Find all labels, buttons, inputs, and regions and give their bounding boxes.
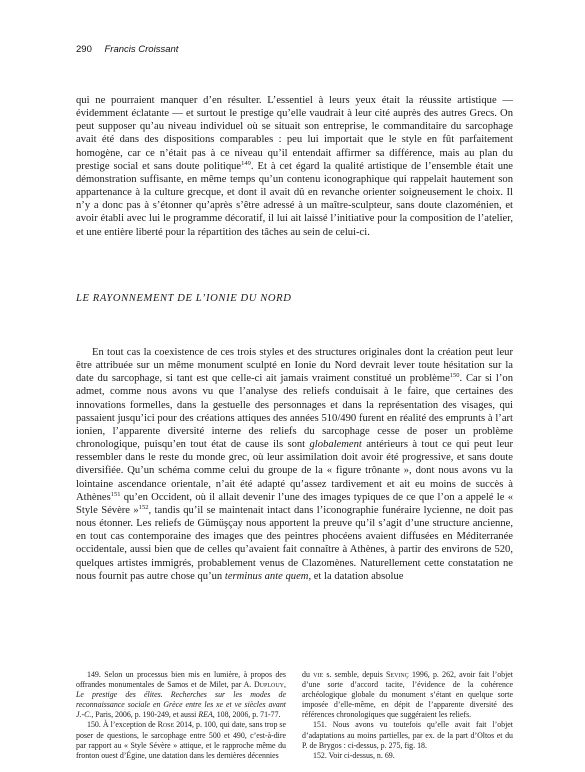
footnote-text: 1996, p. 262, avoir fait l’objet d’une sorte d’accord tacite, l’évidence de la cohérence archéologique globale du monument s’étant en quelque sorte imposée d’elle-même, en dépit de l’apparente diversité des références chronologiques que suggéraient les reliefs. [302,670,513,720]
century-numeral: vie [313,670,324,679]
footnote-ref-149[interactable]: 149 [241,159,251,167]
footnotes-left-column [76,670,286,761]
footnote-book-title: Le prestige des élites. Recherches sur les modes de reconnaissance sociale en Grèce entre les xe et ve siècles avant J.-C. [76,690,286,720]
footnote-151: 151. Nous avons vu toutefois qu’elle avait fait l’objet d’adaptations au moins partielles, par ex. de la part d’Oltos et du P. de Brygos : ci-dessus, p. 275, fig. 18. [302,720,513,750]
footnote-text: s. semble, depuis [323,670,387,679]
footnote-text: , Paris, 2006, p. 190-249, et aussi [91,710,199,720]
section-heading: LE RAYONNEMENT DE L’IONIE DU NORD [76,293,292,304]
footnote-ref-151[interactable]: 151 [110,490,121,498]
footnote-text: du [302,670,314,679]
emphasis-text: terminus ante quem [224,570,309,582]
footnote-ref-152[interactable]: 152 [138,503,149,511]
footnote-author: Duplouy [253,680,285,690]
footnote-150 [76,720,286,760]
page-number: 290 [76,44,92,55]
footnote-author: Sevinç [386,670,409,679]
text-run: En tout cas la coexistence de ces trois styles et des structures originales dont la création peut leur être attribuée sur un même monument sculpté en Ionie du Nord devrait lever toute hésitation sur la date du sarcophage, si tant est que celle-ci ait jamais vraiment constitué un problème [76,347,513,385]
text-run: , tandis qu’il se maintenait intact dans l’iconographie funéraire lycienne, ne doit pas nous étonner. Les reliefs de Gümüşçay nous apportent la preuve qu’il s’agit d’une structure ancienne, en tout cas contemporaine des images que des peintres phocéens avaient diffusées en Méditerranée occidentale, aussi bien que de celles qu’avaient fait connaître à Athènes, à partir des environs de 520, quelques artistes immigrés, probablement venus de Clazomènes. Naturellement cette constatation ne nous fournit pas autre chose qu’un [76,504,513,582]
footnote-text: , [284,680,286,690]
footnote-journal: REA [198,710,213,720]
paragraph-2 [76,346,513,583]
footnote-text: 2014, p. 100, qui date, sans trop se poser de questions, le sarcophage entre 500 et 490, c’est-à-dire par rapport au « Style Sévère » attique, et le rapproche même du fronton ouest d’Égine, une datation dans les dernières décennies [76,720,286,760]
text-run: . Et à cet égard la qualité artistique de l’ensemble était une démonstration suffisante, en même temps qu’un contenu iconographique qui rappelait hautement son appartenance à la culture grecque, et dont il avait dû en revanche orienter soigneusement le choix. Il n’y a donc pas à s’étonner qu’après s’être adressé à un maître-sculpteur, sans doute clazoménien, et avoir établi avec lui le programme décoratif, il lui ait laissé l’initiative pour la composition de l’atelier, et une entière liberté pour la répartition des tâches au sein de celui-ci. [76,160,513,238]
footnote-text: , 108, 2006, p. 71-77. [212,710,281,720]
footnote-149 [76,670,286,720]
footnote-ref-150[interactable]: 150 [449,372,460,380]
emphasis-text: globalement [309,439,362,451]
text-run: antérieurs à tout ce qui peut leur ressembler dans le reste du monde grec, où leur assimilation doit avoir été progressive, et sans doute diversifiée. Qu’un schéma comme celui du groupe de la « figure trônante », dont nous avons vu la lointaine ascendance orientale, n’ait été adapté qu’assez tardivement et ait eu moins de succès à Athènes [76,439,513,503]
footnote-author: Rose [157,720,175,730]
paragraph-1 [76,94,513,239]
running-head-author: Francis Croissant [104,44,179,55]
footnote-152: 152. Voir ci-dessus, n. 69. [313,750,395,760]
footnotes-right-column [302,670,513,761]
running-header [76,44,178,55]
text-run: qu’en Occident, où il allait devenir l’une des images typiques de ce que l’on a appelé le « Style Sévère » [76,491,513,516]
footnote-text: 149. Selon un processus bien mis en lumière, à propos des offrandes monumentales de Samos et de Milet, par A. [76,670,286,690]
text-run: , et la datation absolue [308,570,404,582]
text-run: qui ne pourraient manquer d’en résulter. L’essentiel à leurs yeux était la réussite artistique — évidemment éclatante — et surtout le prestige qu’elle vaudrait à leur cité auprès des autres Grecs. On peut supposer qu’au niveau individuel où se situait son entreprise, le commanditaire du sarcophage avait été dans des dispositions comparables : peu lui importait que le style en fût parfaitement homogène, car ce n’était pas à ce niveau qu’il entendait affirmer sa différence, mais au plan du prestige social et sans doute politique [76,95,513,172]
text-run: . Car si l’on admet, comme nous avons vu que l’analyse des reliefs conduisait à le faire, que certaines des innovations formelles, dans la gestuelle des personnages et dans la représentation des visages, qui passaient jusqu’ici pour des créations attiques des années 510/490 furent en réalité des emprunts à l’art ionien, l’apparente diversité interne des reliefs du sarcophage cesse de poser un problème chronologique, puisqu’en tout état de cause ils sont [76,373,513,451]
footnote-150-continued [302,670,513,720]
footnote-text: 150. À l’exception de [87,720,158,730]
